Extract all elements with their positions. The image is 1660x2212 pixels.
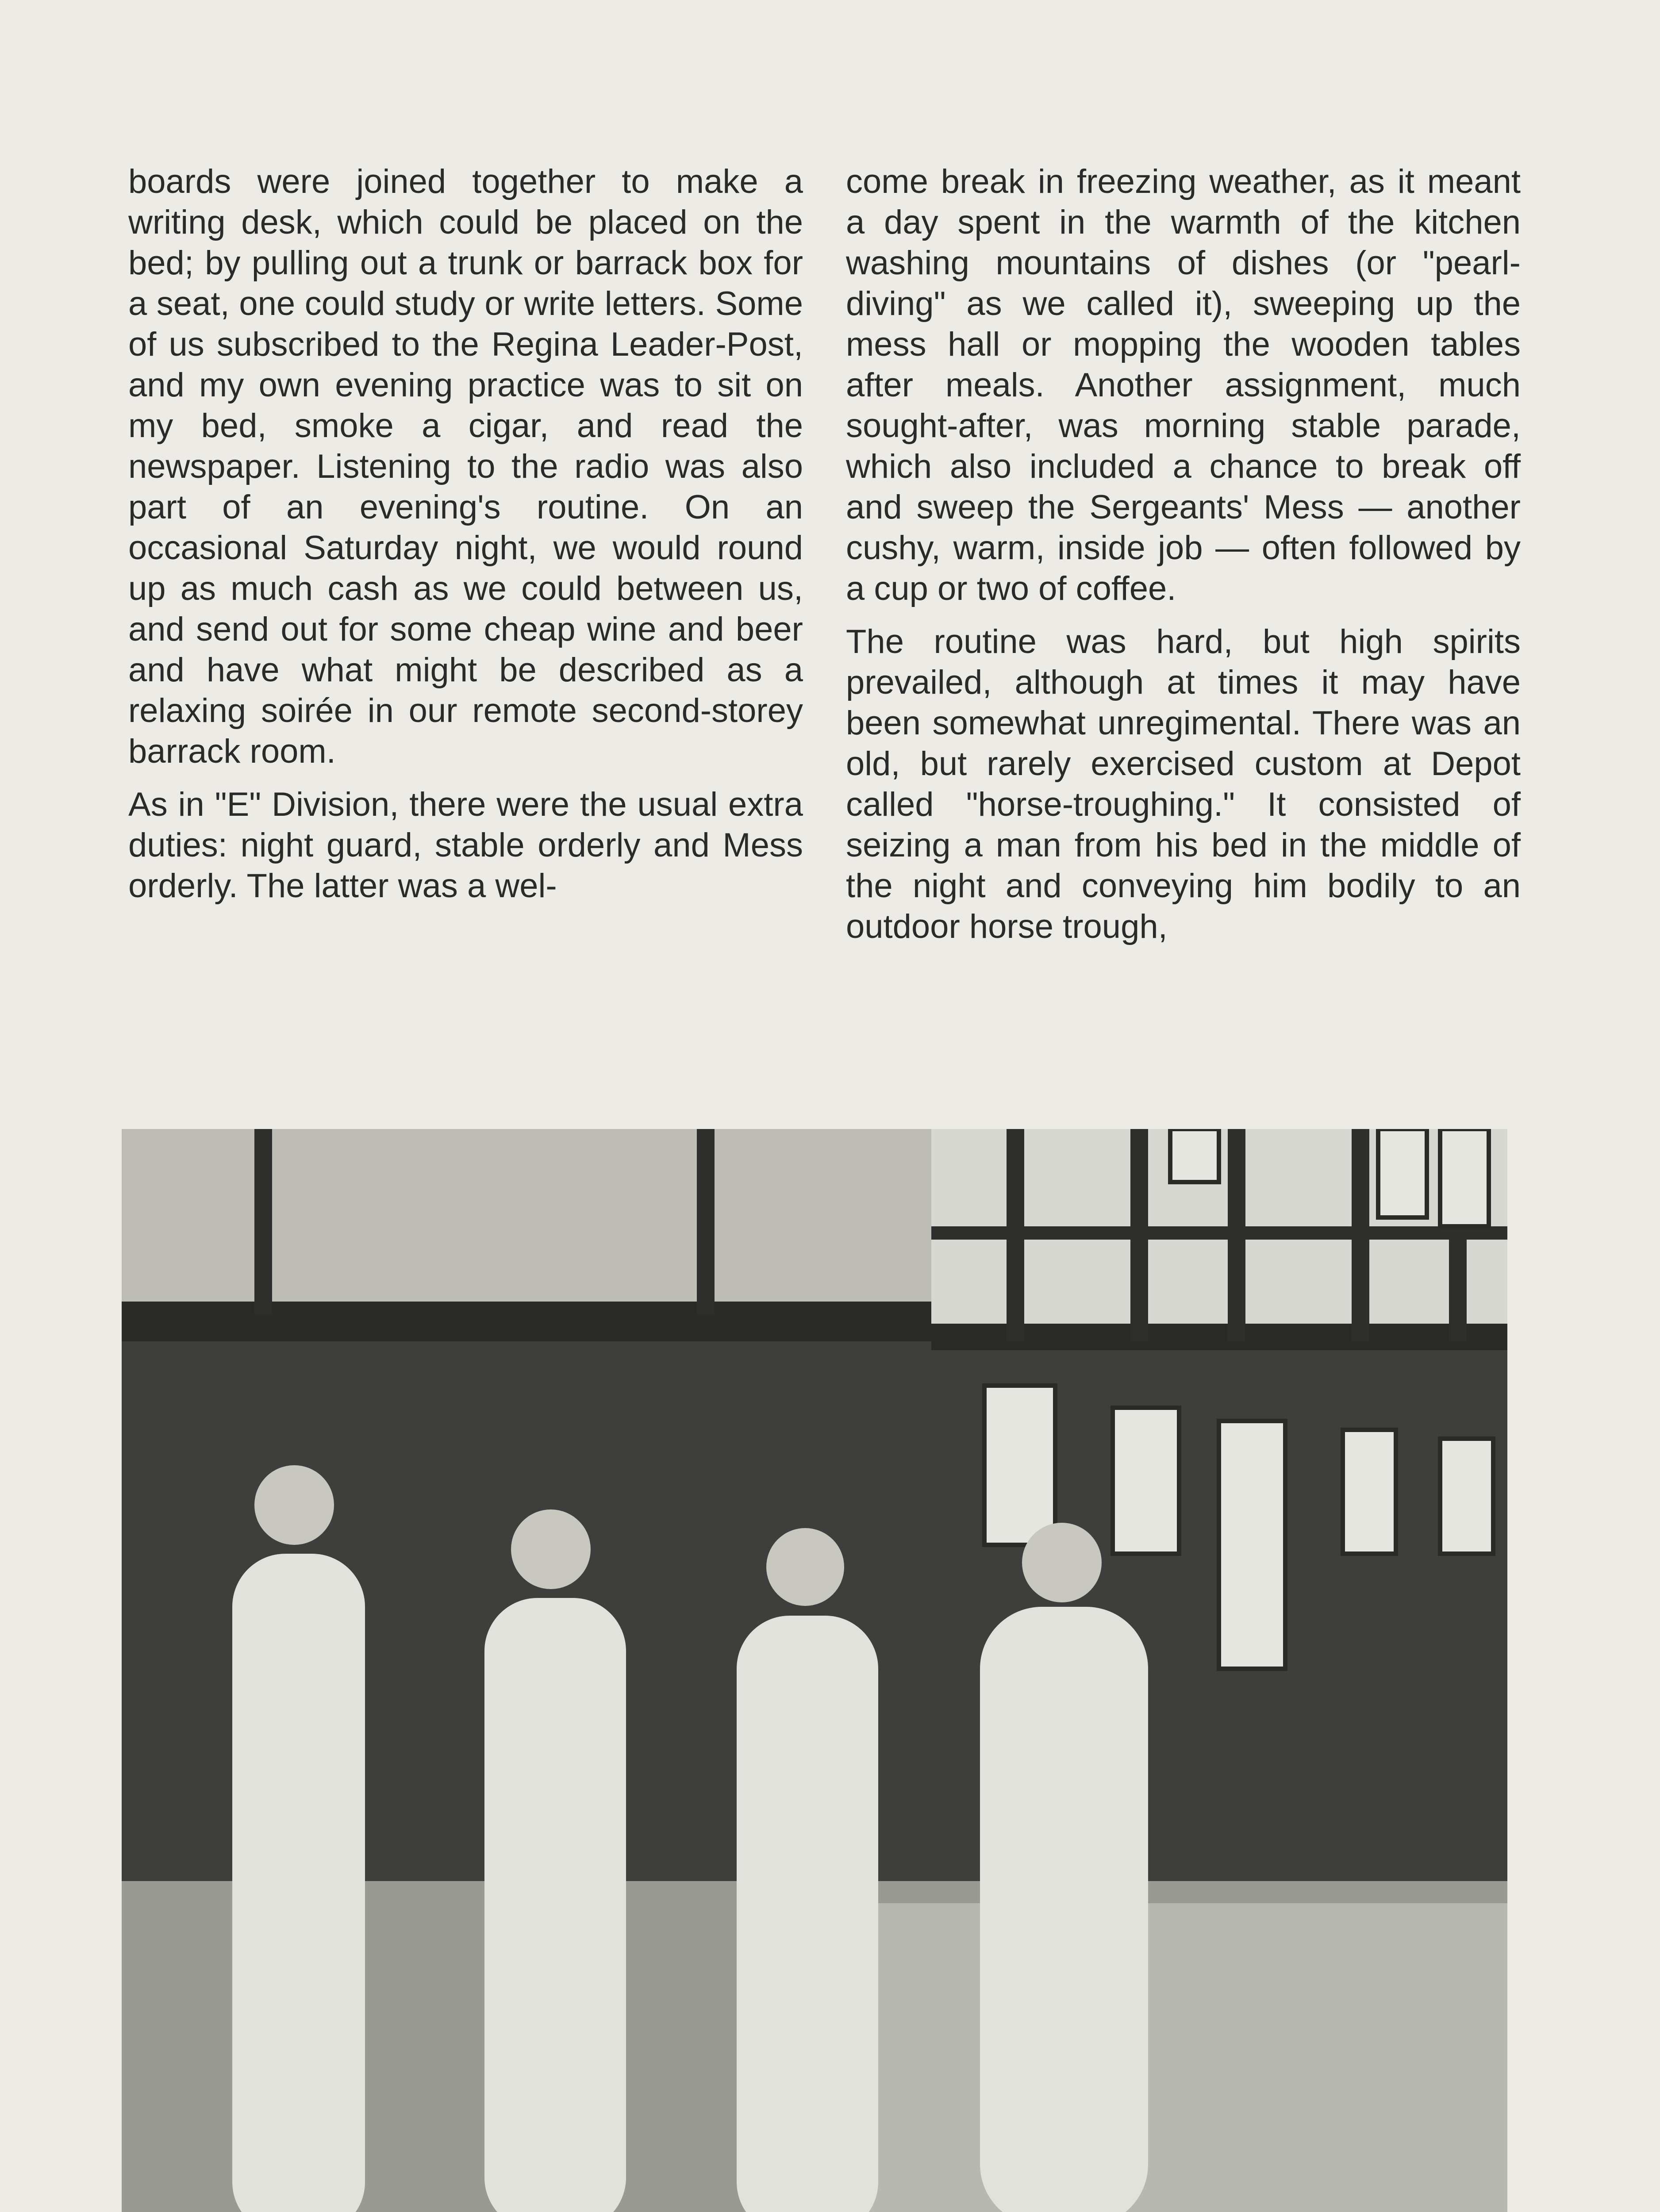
right-column (846, 161, 1521, 960)
left-paragraph-2: As in "E" Division, there were the usual extra duties: night guard, stable orderly and Mess orderly. The latter was a wel- (128, 786, 803, 905)
group-photo (122, 1129, 1507, 2212)
right-paragraph-1: come break in freezing weather, as it meant a day spent in the warmth of the kitchen washing mountains of dishes (or "pearl-diving" as we called it), sweeping up the mess hall or mopping the wooden tables after meals. Another assignment, much sought-after, was morning stable parade, which also included a chance to break off and sweep the Sergeants' Mess — another cushy, warm, inside job — often followed by a cup or two of coffee. (846, 163, 1521, 607)
left-column (128, 161, 803, 919)
left-paragraph-1: boards were joined together to make a writing desk, which could be placed on the bed; by pulling out a trunk or barrack box for a seat, one could study or write letters. Some of us subscribed to the Regina Leader-Post, and my own evening practice was to sit on my bed, smoke a cigar, and read the newspaper. Listening to the radio was also part of an evening's routine. On an occasional Saturday night, we would round up as much cash as we could between us, and send out for some cheap wine and beer and have what might be described as a relaxing soirée in our remote second-storey barrack room. (128, 163, 803, 770)
right-paragraph-2: The routine was hard, but high spirits prevailed, although at times it may have been somewhat unregimental. There was an old, but rarely exercised custom at Depot called "horse-troughing." It consisted of seizing a man from his bed in the middle of the night and conveying him bodily to an outdoor horse trough, (846, 623, 1521, 945)
